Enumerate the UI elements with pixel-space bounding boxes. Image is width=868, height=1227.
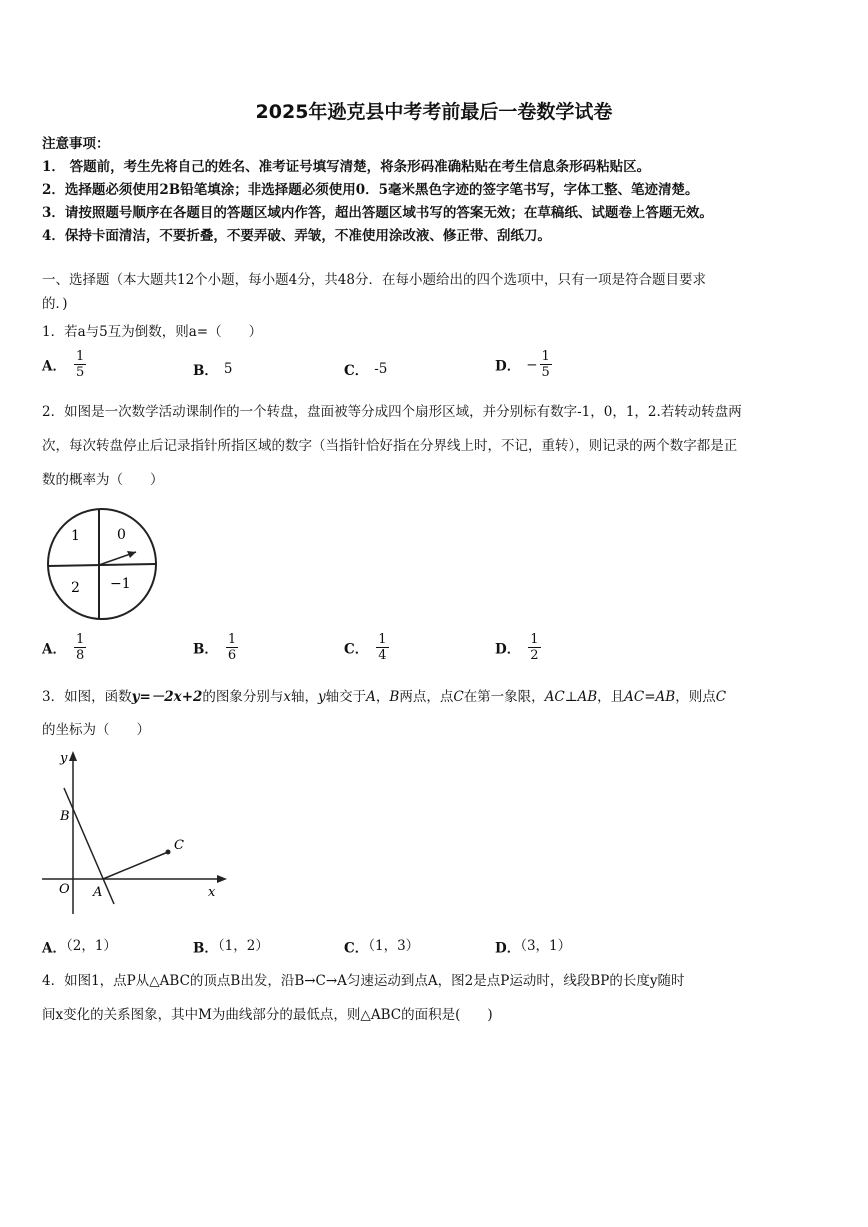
option-label: B． [193,641,218,658]
var: C [715,689,727,705]
q2-option-a [42,632,86,663]
notice-item-3: 3．请按照题号顺序在各题目的答题区域内作答，超出答题区域书写的答案无效；在草稿纸、试题卷上答题无效。 [42,205,713,221]
text: 的图象分别与 [202,689,284,705]
fraction [226,632,238,663]
q1-option-c [344,359,387,379]
option-label: C． [344,363,369,379]
q1-option-b [193,359,233,379]
y-axis-arrow [69,751,77,761]
text: 3．如图，函数 [42,689,132,705]
q2-option-c [344,632,389,663]
option-label: C． [344,940,369,957]
text: ， [375,689,390,705]
minus-sign: − [526,356,538,373]
q1-option-a [42,349,86,380]
point-a-label: A [93,885,103,900]
option-label: A． [42,358,66,375]
option-value: （1，2） [217,938,269,954]
spinner-label-0: 0 [117,527,126,543]
fraction [74,349,86,380]
q4-line2: 间x变化的关系图象，其中M为曲线部分的最低点，则△ABC的面积是( ) [42,1007,493,1023]
y-axis-label: y [60,751,68,766]
fraction [540,349,552,380]
text: 两点，点 [399,689,454,705]
var: A [366,689,376,705]
numerator: 1 [227,632,237,647]
condition: AC⊥AB [544,689,598,705]
denominator: 5 [75,365,85,380]
numerator: 1 [75,632,85,647]
notice-item-4: 4．保持卡面清洁，不要折叠，不要弄破、弄皱，不准使用涂改液、修正带、刮纸刀。 [42,228,551,244]
denominator: 2 [530,648,539,663]
section-heading-line2: 的．) [42,296,68,312]
notice-item-2: 2．选择题必须使用2B铅笔填涂；非选择题必须使用0．5毫米黑色字迹的签字笔书写，字体工整、笔迹清楚。 [42,182,699,198]
q3-option-b [193,934,269,957]
point-c [166,850,171,855]
coordinate-graph [40,748,230,918]
option-label: B． [193,940,218,957]
q3-line2: 的坐标为（ ） [42,722,150,738]
text: 轴， [291,689,319,705]
segment-ac [103,852,168,879]
denominator: 5 [541,365,550,380]
q2-option-d [495,632,541,663]
q3-line1 [42,685,726,705]
fraction [528,632,540,663]
q1-option-d [495,349,552,380]
spinner-label-1: 1 [71,528,80,544]
text: ，且 [597,689,625,705]
q2-option-b [193,632,238,663]
x-axis-label: x [208,885,216,900]
point-b-label: B [60,809,70,824]
var: C [453,689,464,705]
numerator: 1 [541,349,550,364]
condition: AC=AB [624,689,676,705]
fraction [74,632,86,663]
spinner-label-2: 2 [71,580,80,596]
text: 轴交于 [325,689,367,705]
option-label: A． [42,641,66,658]
denominator: 6 [227,648,237,663]
x-axis-arrow [217,875,227,883]
var: y [318,689,326,705]
var: x [283,689,292,705]
option-value: （1，3） [368,938,420,954]
option-value: -5 [374,361,388,377]
numerator: 1 [75,349,85,364]
numerator: 1 [378,632,387,647]
q2-line3: 数的概率为（ ） [42,472,164,488]
var: B [389,689,400,705]
text: ，则点 [675,689,716,705]
notice-item-1: 1． 答题前，考生先将自己的姓名、准考证号填写清楚，将条形码准确粘贴在考生信息条形码粘贴区。 [42,159,651,175]
numerator: 1 [530,632,539,647]
origin-label: O [59,882,70,897]
denominator: 4 [378,648,387,663]
option-value: （3，1） [520,938,572,954]
text: 在第一象限， [463,689,545,705]
q2-line2: 次，每次转盘停止后记录指针所指区域的数字（当指针恰好指在分界线上时，不记，重转），则记录的两个数字都是正 [42,438,738,454]
fraction [376,632,388,663]
option-label: D． [495,940,521,957]
option-label: C． [344,641,369,658]
point-c-label: C [174,838,184,853]
spinner-label-neg1: −1 [110,576,131,592]
option-value: 5 [223,361,233,377]
option-label: A． [42,940,66,957]
section-heading-line1: 一、选择题（本大题共12个小题，每小题4分，共48分．在每小题给出的四个选项中，只有一项是符合题目要求 [42,272,706,288]
q1-stem: 1．若a与5互为倒数，则a=（ ） [42,324,263,340]
denominator: 8 [75,648,85,663]
line-ab [64,788,114,904]
q3-option-a [42,934,117,957]
option-label: D． [495,358,521,375]
q3-option-c [344,934,419,957]
function-expression: y=－2x+2 [131,689,203,705]
q2-line1: 2．如图是一次数学活动课制作的一个转盘，盘面被等分成四个扇形区域，并分别标有数字-1，0，1，2.若转动转盘两 [42,404,742,420]
option-label: D． [495,641,521,658]
spinner-figure [44,506,168,624]
page-title: 2025年逊克县中考考前最后一卷数学试卷 [255,101,613,123]
option-value: （2，1） [65,938,117,954]
q3-option-d [495,934,571,957]
notice-heading: 注意事项： [42,136,110,152]
q4-line1: 4．如图1，点P从△ABC的顶点B出发，沿B→C→A匀速运动到点A，图2是点P运动时，线段BP的长度y随时 [42,973,685,989]
option-label: B． [193,363,218,379]
